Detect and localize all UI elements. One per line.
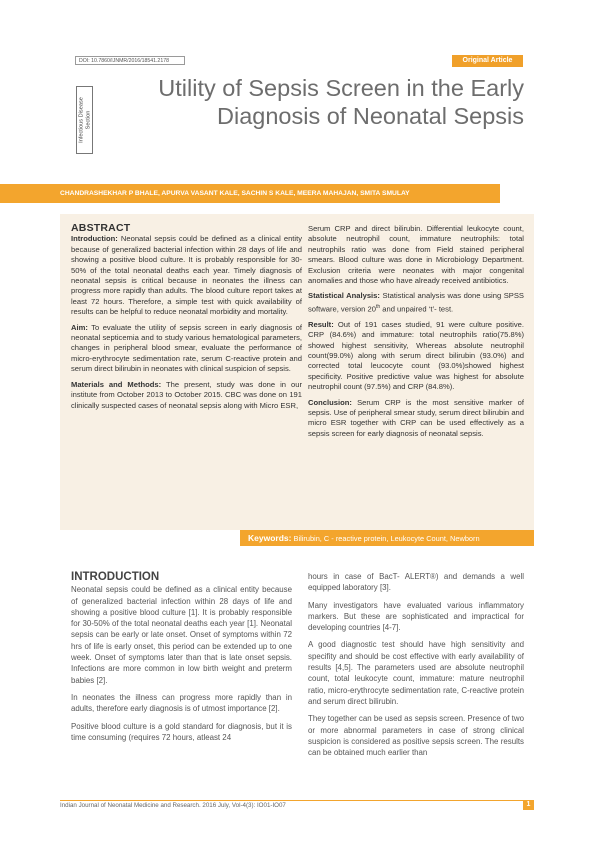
- label: Introduction:: [71, 234, 118, 244]
- keywords-text: Bilirubin, C - reactive protein, Leukocyte Count, Newborn: [291, 534, 480, 543]
- doi-label: DOI: 10.7860/IJNMR/2016/18541.2178: [75, 56, 185, 65]
- keywords-bar: [240, 530, 534, 546]
- paragraph: Positive blood culture is a gold standard for diagnosis, but it is time consuming (requires 72 hours, atleast 24: [71, 721, 292, 742]
- text: Serum CRP is the most sensitive marker of sepsis. Use of peripheral smear study, serum direct bilirubin and micro ESR together with CRP can be used effectively as a sepsis screen for early diagnosis of neonatal sepsis.: [308, 397, 524, 438]
- section-box: [76, 86, 93, 154]
- article-type-badge: Original Article: [452, 55, 523, 67]
- label: Statistical Analysis:: [308, 291, 380, 301]
- intro-column-right: [308, 571, 524, 764]
- page-number: 1: [523, 800, 534, 810]
- text: The present, study was done in our institute from October 2013 to October 2015. CBC was done on 191 clinically suspected cases of neonatal sepsis along with Micro ESR,: [71, 379, 302, 410]
- abstract-column-left: [71, 223, 302, 416]
- text: Neonatal sepsis could be defined as a clinical entity because of generalized bacterial infection within 28 days of life and showing a positive blood culture. It is probably responsible for 30-50% of the total neonatal deaths each year. Timely diagnosis of neonatal sepsis is critical because in neonates the illness can progress more rapidly than adults. The blood culture report takes at least 72 hours. Therefore, a simple test with quick availability of results can be helpful to reduce neonatal morbidity and mortality.: [71, 234, 302, 317]
- authors-text: CHANDRASHEKHAR P BHALE, APURVA VASANT KALE, SACHIN S KALE, MEERA MAHAJAN, SMITA SMULAY: [60, 190, 410, 197]
- paragraph: They together can be used as sepsis screen. Presence of two or more abnormal parameters in case of strong clinical suspicion is considered as positive sepsis screen. The results can be obtained much earlier than: [308, 714, 524, 758]
- text: To evaluate the utility of sepsis screen in early diagnosis of neonatal septicemia and to study various hematological parameters, changes in peripheral blood smear, evaluate the performance of micro-erythrocyte sedimentation rate, serum C-reactive protein and serum direct bilirubin in neonates with clinical suspicion of sepsis.: [71, 322, 302, 374]
- intro-column-left: [71, 572, 292, 749]
- paragraph: Many investigators have evaluated various inflammatory markers. But these are sophisticated and impractical for developing countries [4-7].: [308, 600, 524, 633]
- abstract-methods: [71, 380, 302, 411]
- abstract-statistics: [308, 291, 524, 314]
- footer-citation: Indian Journal of Neonatal Medicine and Research. 2016 July, Vol-4(3): IO01-IO07: [60, 802, 286, 809]
- abstract-conclusion: [308, 398, 524, 440]
- label: Result:: [308, 319, 334, 329]
- label: Materials and Methods:: [71, 379, 162, 389]
- abstract-methods-cont: Serum CRP and direct bilirubin. Differential leukocyte count, absolute neutrophil count, immature neutrophils: total neutrophils ratio was done from Field stained peripheral smears. Blood culture was done in Microbiology Department. Exclusion criteria were neonates with major congenital anomalies and those who have already received antibiotics.: [308, 224, 524, 286]
- section-label: Infectious Disease Section: [77, 97, 91, 143]
- abstract-aim: [71, 323, 302, 375]
- paragraph: A good diagnostic test should have high sensitivity and specifity and should be cost effective with early availability of results [4,5]. The parameters used are absolute neutrophil count, total leukocyte count, immature: mature neutrophil ratio, micro-erythrocyte sedimentation rate, C-reactive protein and serum direct bilirubin.: [308, 640, 524, 706]
- text: Statistical analysis was done using SPSS software, version 20: [308, 291, 525, 314]
- abstract-result: [308, 320, 524, 393]
- authors-bar: [0, 184, 500, 203]
- text: and unpaired ‘t’- test.: [380, 304, 454, 314]
- label: Aim:: [71, 322, 88, 332]
- introduction-heading: INTRODUCTION: [71, 571, 160, 583]
- paragraph: Neonatal sepsis could be defined as a clinical entity because of generalized bacterial infection within 28 days of life and showing a positive blood culture [1]. It is probably responsible for 30-50% of the total neonatal deaths each year [1]. Neonatal sepsis can be early or late onset. Onset of symptoms within 72 hrs of life is early onset, this period can be extended up to one week. Onset of symptoms later than that is late onset sepsis. Infections are more common in low birth weight and preterm babies [2].: [71, 585, 292, 685]
- text: Out of 191 cases studied, 91 were culture positive. CRP (84.6%) and immature: total neutrophils ratio(75.8%) showed highest sensitivity, Whereas absolute neutrophil count(99.0%) along with serum direct bilirubin (93.0%) and corrected total leucocyte count (93.0%)showed highest specificity. Positive predictive value was highest for absolute neutrophil count (97.5%) and CRP (84.8%).: [308, 319, 524, 392]
- superscript: th: [375, 303, 381, 310]
- article-title: [110, 74, 524, 130]
- title-line-1: Utility of Sepsis Screen in the Early: [158, 75, 524, 101]
- keywords-label: Keywords:: [248, 533, 292, 543]
- abstract-column-right: [308, 224, 524, 444]
- abstract-heading: ABSTRACT: [71, 222, 131, 234]
- abstract-introduction: [71, 234, 302, 317]
- footer-rule: [60, 800, 534, 801]
- label: Conclusion:: [308, 397, 352, 407]
- paragraph: In neonates the illness can progress more rapidly than in adults, therefore early diagnosis is of utmost importance [2].: [71, 692, 292, 714]
- title-line-2: Diagnosis of Neonatal Sepsis: [217, 103, 524, 129]
- paragraph: hours in case of BacT- ALERT®) and demands a well equipped laboratory [3].: [308, 572, 524, 593]
